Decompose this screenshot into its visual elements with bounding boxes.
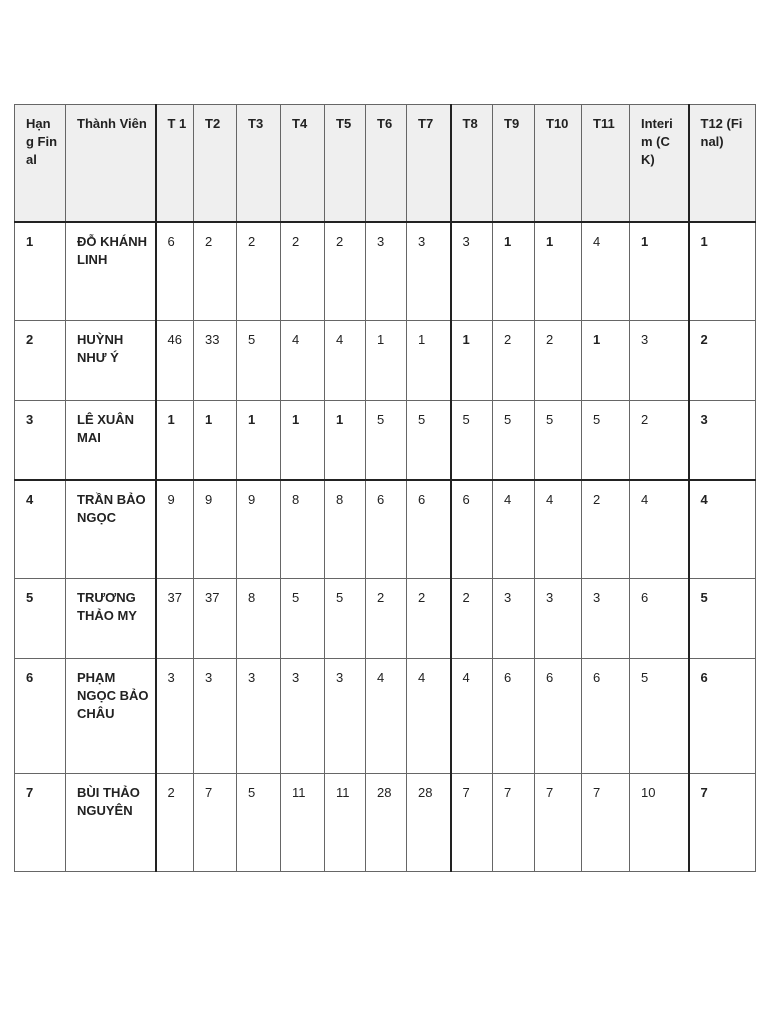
score-cell-t6: 28	[366, 773, 407, 871]
score-cell-t12-final: 1	[689, 222, 756, 320]
header-rank: Hạn g Fin al	[15, 105, 66, 223]
header-t6: T6	[366, 105, 407, 223]
header-interim: Interi m (CK)	[630, 105, 689, 223]
header-row	[15, 105, 756, 223]
score-cell-t3: 3	[237, 658, 281, 773]
score-cell-t4: 3	[281, 658, 325, 773]
score-cell-t4: 8	[281, 480, 325, 578]
score-cell-t4: 11	[281, 773, 325, 871]
member-name-cell: BÙI THẢO NGUYÊN	[66, 773, 156, 871]
header-t1: T 1	[156, 105, 194, 223]
score-cell-t2: 3	[194, 658, 237, 773]
score-cell-t8: 2	[451, 578, 493, 658]
rank-cell: 1	[15, 222, 66, 320]
score-cell-t2: 9	[194, 480, 237, 578]
score-cell-t5: 1	[325, 400, 366, 480]
table-row	[15, 222, 756, 320]
score-cell-t6: 4	[366, 658, 407, 773]
score-cell-t7: 3	[407, 222, 451, 320]
score-cell-t5: 2	[325, 222, 366, 320]
rank-cell: 6	[15, 658, 66, 773]
score-cell-t9: 5	[493, 400, 535, 480]
score-cell-t8: 1	[451, 320, 493, 400]
header-t8: T8	[451, 105, 493, 223]
score-cell-t6: 1	[366, 320, 407, 400]
header-t3: T3	[237, 105, 281, 223]
ranking-table	[14, 104, 756, 872]
score-cell-t2: 2	[194, 222, 237, 320]
score-cell-t1: 2	[156, 773, 194, 871]
header-t7: T7	[407, 105, 451, 223]
score-cell-t10: 2	[535, 320, 582, 400]
score-cell-t1: 37	[156, 578, 194, 658]
score-cell-t12-final: 3	[689, 400, 756, 480]
table-row	[15, 320, 756, 400]
score-cell-interim: 3	[630, 320, 689, 400]
score-cell-t12-final: 7	[689, 773, 756, 871]
score-cell-t6: 2	[366, 578, 407, 658]
score-cell-interim: 10	[630, 773, 689, 871]
score-cell-t10: 5	[535, 400, 582, 480]
score-cell-t9: 7	[493, 773, 535, 871]
header-t4: T4	[281, 105, 325, 223]
score-cell-t11: 2	[582, 480, 630, 578]
score-cell-t10: 6	[535, 658, 582, 773]
table-row	[15, 773, 756, 871]
rank-cell: 7	[15, 773, 66, 871]
score-cell-interim: 4	[630, 480, 689, 578]
score-cell-t2: 7	[194, 773, 237, 871]
score-cell-t11: 3	[582, 578, 630, 658]
score-cell-t12-final: 4	[689, 480, 756, 578]
score-cell-t11: 4	[582, 222, 630, 320]
score-cell-t7: 5	[407, 400, 451, 480]
score-cell-t4: 4	[281, 320, 325, 400]
score-cell-t2: 33	[194, 320, 237, 400]
score-cell-t9: 3	[493, 578, 535, 658]
table-row	[15, 400, 756, 480]
score-cell-t10: 1	[535, 222, 582, 320]
score-cell-interim: 2	[630, 400, 689, 480]
score-cell-interim: 6	[630, 578, 689, 658]
score-cell-t7: 6	[407, 480, 451, 578]
score-cell-t11: 5	[582, 400, 630, 480]
score-cell-t10: 7	[535, 773, 582, 871]
score-cell-t2: 37	[194, 578, 237, 658]
member-name-cell: LÊ XUÂN MAI	[66, 400, 156, 480]
rank-cell: 2	[15, 320, 66, 400]
score-cell-interim: 1	[630, 222, 689, 320]
score-cell-t8: 3	[451, 222, 493, 320]
score-cell-t5: 5	[325, 578, 366, 658]
table-row	[15, 480, 756, 578]
score-cell-t5: 8	[325, 480, 366, 578]
table-row	[15, 658, 756, 773]
score-cell-t11: 7	[582, 773, 630, 871]
header-t2: T2	[194, 105, 237, 223]
member-name-cell: HUỲNH NHƯ Ý	[66, 320, 156, 400]
score-cell-t1: 9	[156, 480, 194, 578]
member-name-cell: PHẠM NGỌC BẢO CHÂU	[66, 658, 156, 773]
header-t5: T5	[325, 105, 366, 223]
score-cell-t12-final: 5	[689, 578, 756, 658]
score-cell-t5: 11	[325, 773, 366, 871]
score-cell-t8: 7	[451, 773, 493, 871]
score-cell-t1: 46	[156, 320, 194, 400]
score-cell-t8: 6	[451, 480, 493, 578]
score-cell-t9: 4	[493, 480, 535, 578]
score-cell-t2: 1	[194, 400, 237, 480]
score-cell-t5: 4	[325, 320, 366, 400]
score-cell-t5: 3	[325, 658, 366, 773]
header-t10: T10	[535, 105, 582, 223]
score-cell-t10: 3	[535, 578, 582, 658]
score-cell-t9: 1	[493, 222, 535, 320]
score-cell-t1: 6	[156, 222, 194, 320]
score-cell-t3: 2	[237, 222, 281, 320]
score-cell-t3: 1	[237, 400, 281, 480]
score-cell-t1: 1	[156, 400, 194, 480]
score-cell-t11: 6	[582, 658, 630, 773]
score-cell-t8: 4	[451, 658, 493, 773]
member-name-cell: TRƯƠNG THẢO MY	[66, 578, 156, 658]
member-name-cell: TRẦN BẢO NGỌC	[66, 480, 156, 578]
score-cell-t7: 4	[407, 658, 451, 773]
member-name-cell: ĐỖ KHÁNH LINH	[66, 222, 156, 320]
score-cell-t7: 28	[407, 773, 451, 871]
rank-cell: 5	[15, 578, 66, 658]
score-cell-t1: 3	[156, 658, 194, 773]
score-cell-t10: 4	[535, 480, 582, 578]
table-body	[15, 222, 756, 871]
score-cell-t3: 5	[237, 773, 281, 871]
table-row	[15, 578, 756, 658]
header-t11: T11	[582, 105, 630, 223]
score-cell-t6: 5	[366, 400, 407, 480]
score-cell-t7: 1	[407, 320, 451, 400]
score-cell-t3: 8	[237, 578, 281, 658]
score-cell-t7: 2	[407, 578, 451, 658]
score-cell-t4: 1	[281, 400, 325, 480]
score-cell-t8: 5	[451, 400, 493, 480]
header-member: Thành Viên	[66, 105, 156, 223]
score-cell-t3: 5	[237, 320, 281, 400]
header-t12-final: T12 (Final)	[689, 105, 756, 223]
score-cell-t12-final: 6	[689, 658, 756, 773]
rank-cell: 3	[15, 400, 66, 480]
score-cell-t4: 2	[281, 222, 325, 320]
score-cell-t9: 6	[493, 658, 535, 773]
score-cell-interim: 5	[630, 658, 689, 773]
score-cell-t11: 1	[582, 320, 630, 400]
score-cell-t6: 3	[366, 222, 407, 320]
rank-cell: 4	[15, 480, 66, 578]
score-cell-t12-final: 2	[689, 320, 756, 400]
score-cell-t9: 2	[493, 320, 535, 400]
score-cell-t6: 6	[366, 480, 407, 578]
score-cell-t4: 5	[281, 578, 325, 658]
header-t9: T9	[493, 105, 535, 223]
score-cell-t3: 9	[237, 480, 281, 578]
